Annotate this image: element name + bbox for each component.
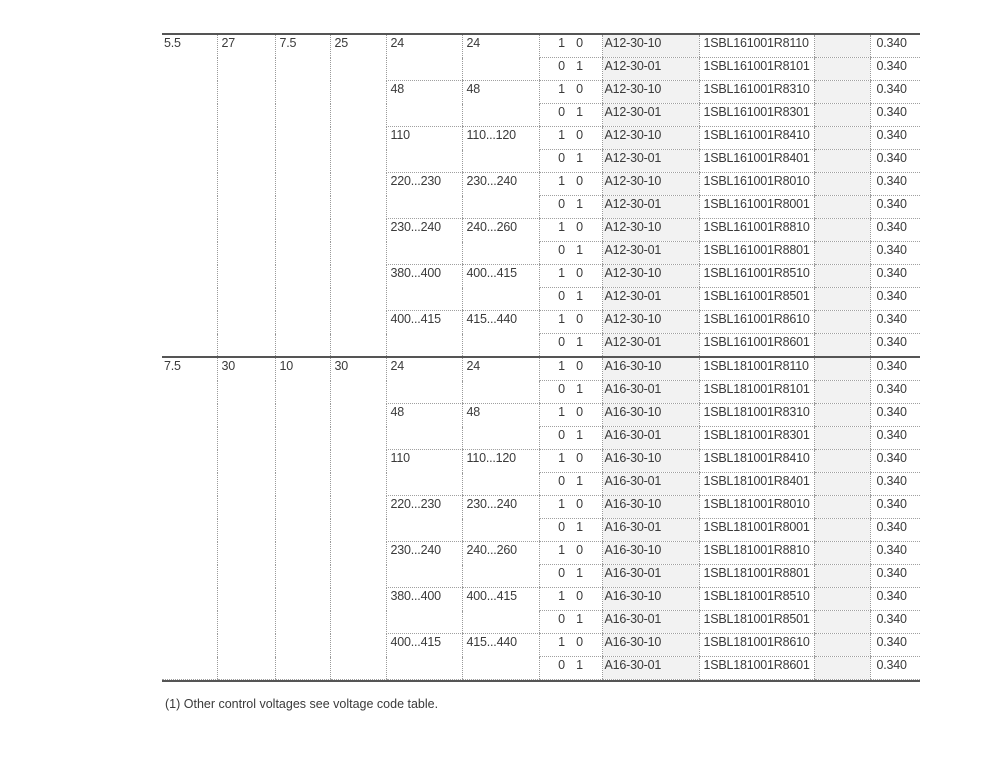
voltage-50hz-cell: 400...415 [386,634,462,680]
weight-cell: 0.340 [870,357,920,381]
aux-contacts-cell [539,634,602,657]
order-code-cell: 1SBL161001R8501 [699,288,814,311]
aux-nc-count: 1 [576,428,583,442]
aux-contacts-cell [539,265,602,288]
type-code-cell: A12-30-10 [602,34,699,58]
aux-no-count: 1 [558,451,565,465]
weight-cell: 0.340 [870,473,920,496]
contactor-spec-table-container [162,33,920,682]
order-code-cell: 1SBL161001R8301 [699,104,814,127]
aux-no-count: 1 [558,174,565,188]
voltage-60hz-cell: 240...260 [462,542,539,588]
aux-nc-count: 0 [576,220,583,234]
voltage-50hz-cell: 230...240 [386,219,462,265]
aux-nc-count: 0 [576,497,583,511]
order-code-cell: 1SBL181001R8410 [699,450,814,473]
blank-cell [814,311,870,334]
blank-cell [814,81,870,104]
voltage-50hz-cell: 380...400 [386,265,462,311]
blank-cell [814,404,870,427]
weight-cell: 0.340 [870,427,920,450]
weight-cell: 0.340 [870,265,920,288]
aux-contacts-cell [539,288,602,311]
blank-cell [814,588,870,611]
aux-no-count: 1 [558,312,565,326]
blank-cell [814,242,870,265]
aux-no-count: 0 [558,382,565,396]
aux-nc-count: 0 [576,405,583,419]
aux-contacts-cell [539,565,602,588]
blank-cell [814,127,870,150]
aux-no-count: 1 [558,635,565,649]
voltage-60hz-cell: 415...440 [462,311,539,358]
aux-contacts-cell [539,611,602,634]
weight-cell: 0.340 [870,542,920,565]
voltage-50hz-cell: 24 [386,357,462,404]
power-kw-690v-cell: 7.5 [275,34,330,357]
aux-no-count: 0 [558,566,565,580]
voltage-60hz-cell: 110...120 [462,127,539,173]
order-code-cell: 1SBL181001R8310 [699,404,814,427]
type-code-cell: A12-30-01 [602,196,699,219]
order-code-cell: 1SBL181001R8601 [699,657,814,680]
weight-cell: 0.340 [870,565,920,588]
blank-cell [814,565,870,588]
aux-nc-count: 0 [576,635,583,649]
order-code-cell: 1SBL161001R8410 [699,127,814,150]
order-code-cell: 1SBL181001R8801 [699,565,814,588]
type-code-cell: A12-30-01 [602,288,699,311]
blank-cell [814,496,870,519]
weight-cell: 0.340 [870,311,920,334]
weight-cell: 0.340 [870,219,920,242]
type-code-cell: A12-30-10 [602,219,699,242]
type-code-cell: A16-30-10 [602,450,699,473]
type-code-cell: A16-30-10 [602,542,699,565]
blank-cell [814,334,870,358]
aux-no-count: 1 [558,220,565,234]
aux-contacts-cell [539,496,602,519]
order-code-cell: 1SBL181001R8510 [699,588,814,611]
aux-no-count: 0 [558,428,565,442]
aux-contacts-cell [539,381,602,404]
aux-nc-count: 1 [576,197,583,211]
voltage-60hz-cell: 400...415 [462,265,539,311]
aux-nc-count: 1 [576,382,583,396]
blank-cell [814,58,870,81]
order-code-cell: 1SBL181001R8301 [699,427,814,450]
voltage-50hz-cell: 48 [386,404,462,450]
aux-no-count: 0 [558,612,565,626]
weight-cell: 0.340 [870,127,920,150]
power-kw-690v-cell: 10 [275,357,330,680]
aux-nc-count: 0 [576,174,583,188]
aux-no-count: 0 [558,520,565,534]
aux-nc-count: 1 [576,243,583,257]
type-code-cell: A16-30-10 [602,496,699,519]
type-code-cell: A12-30-10 [602,265,699,288]
order-code-cell: 1SBL161001R8310 [699,81,814,104]
blank-cell [814,519,870,542]
aux-contacts-cell [539,34,602,58]
type-code-cell: A12-30-10 [602,127,699,150]
aux-nc-count: 1 [576,289,583,303]
weight-cell: 0.340 [870,34,920,58]
aux-nc-count: 1 [576,612,583,626]
weight-cell: 0.340 [870,150,920,173]
order-code-cell: 1SBL161001R8401 [699,150,814,173]
order-code-cell: 1SBL161001R8801 [699,242,814,265]
order-code-cell: 1SBL161001R8510 [699,265,814,288]
type-code-cell: A12-30-10 [602,81,699,104]
voltage-50hz-cell: 230...240 [386,542,462,588]
aux-no-count: 1 [558,543,565,557]
aux-no-count: 0 [558,197,565,211]
aux-nc-count: 1 [576,335,583,349]
voltage-60hz-cell: 240...260 [462,219,539,265]
aux-no-count: 1 [558,405,565,419]
aux-no-count: 0 [558,243,565,257]
order-code-cell: 1SBL161001R8001 [699,196,814,219]
type-code-cell: A12-30-01 [602,104,699,127]
aux-contacts-cell [539,58,602,81]
voltage-50hz-cell: 380...400 [386,588,462,634]
weight-cell: 0.340 [870,519,920,542]
order-code-cell: 1SBL161001R8010 [699,173,814,196]
type-code-cell: A12-30-01 [602,150,699,173]
weight-cell: 0.340 [870,288,920,311]
aux-contacts-cell [539,357,602,381]
blank-cell [814,34,870,58]
blank-cell [814,196,870,219]
blank-cell [814,265,870,288]
weight-cell: 0.340 [870,81,920,104]
blank-cell [814,634,870,657]
contactor-spec-table [162,33,920,680]
type-code-cell: A16-30-10 [602,357,699,381]
aux-nc-count: 0 [576,589,583,603]
weight-cell: 0.340 [870,588,920,611]
aux-no-count: 0 [558,59,565,73]
voltage-60hz-cell: 48 [462,404,539,450]
type-code-cell: A16-30-01 [602,473,699,496]
order-code-cell: 1SBL161001R8110 [699,34,814,58]
weight-cell: 0.340 [870,634,920,657]
aux-nc-count: 0 [576,266,583,280]
current-ac1-cell: 25 [330,34,386,357]
aux-no-count: 0 [558,474,565,488]
aux-no-count: 0 [558,151,565,165]
voltage-60hz-cell: 110...120 [462,450,539,496]
blank-cell [814,473,870,496]
aux-contacts-cell [539,519,602,542]
current-ac3-cell: 30 [217,357,275,680]
weight-cell: 0.340 [870,404,920,427]
aux-contacts-cell [539,219,602,242]
aux-no-count: 1 [558,266,565,280]
voltage-60hz-cell: 24 [462,34,539,81]
aux-nc-count: 0 [576,312,583,326]
weight-cell: 0.340 [870,173,920,196]
type-code-cell: A12-30-01 [602,242,699,265]
order-code-cell: 1SBL181001R8101 [699,381,814,404]
aux-contacts-cell [539,427,602,450]
aux-nc-count: 0 [576,451,583,465]
blank-cell [814,104,870,127]
table-bottom-rule [162,680,920,682]
blank-cell [814,611,870,634]
weight-cell: 0.340 [870,104,920,127]
blank-cell [814,450,870,473]
type-code-cell: A16-30-01 [602,427,699,450]
aux-contacts-cell [539,150,602,173]
order-code-cell: 1SBL181001R8610 [699,634,814,657]
type-code-cell: A16-30-10 [602,588,699,611]
type-code-cell: A12-30-10 [602,173,699,196]
aux-nc-count: 1 [576,520,583,534]
type-code-cell: A12-30-01 [602,334,699,358]
order-code-cell: 1SBL161001R8810 [699,219,814,242]
blank-cell [814,427,870,450]
blank-cell [814,173,870,196]
voltage-60hz-cell: 24 [462,357,539,404]
aux-nc-count: 0 [576,543,583,557]
aux-no-count: 0 [558,658,565,672]
blank-cell [814,657,870,680]
weight-cell: 0.340 [870,242,920,265]
voltage-50hz-cell: 110 [386,127,462,173]
order-code-cell: 1SBL181001R8010 [699,496,814,519]
weight-cell: 0.340 [870,611,920,634]
blank-cell [814,288,870,311]
voltage-60hz-cell: 400...415 [462,588,539,634]
weight-cell: 0.340 [870,450,920,473]
order-code-cell: 1SBL161001R8601 [699,334,814,358]
type-code-cell: A16-30-01 [602,611,699,634]
aux-nc-count: 1 [576,105,583,119]
type-code-cell: A12-30-01 [602,58,699,81]
type-code-cell: A16-30-10 [602,404,699,427]
aux-nc-count: 1 [576,151,583,165]
weight-cell: 0.340 [870,496,920,519]
aux-nc-count: 1 [576,566,583,580]
current-ac1-cell: 30 [330,357,386,680]
aux-no-count: 0 [558,105,565,119]
aux-contacts-cell [539,657,602,680]
voltage-50hz-cell: 220...230 [386,173,462,219]
type-code-cell: A16-30-01 [602,657,699,680]
blank-cell [814,381,870,404]
current-ac3-cell: 27 [217,34,275,357]
aux-contacts-cell [539,542,602,565]
type-code-cell: A12-30-10 [602,311,699,334]
aux-contacts-cell [539,173,602,196]
aux-contacts-cell [539,127,602,150]
weight-cell: 0.340 [870,58,920,81]
order-code-cell: 1SBL161001R8610 [699,311,814,334]
footnote: (1) Other control voltages see voltage code table. [165,697,439,711]
table-row [162,34,920,58]
voltage-60hz-cell: 48 [462,81,539,127]
order-code-cell: 1SBL161001R8101 [699,58,814,81]
aux-contacts-cell [539,404,602,427]
blank-cell [814,542,870,565]
aux-nc-count: 0 [576,128,583,142]
aux-no-count: 1 [558,82,565,96]
voltage-60hz-cell: 230...240 [462,496,539,542]
type-code-cell: A16-30-10 [602,634,699,657]
aux-contacts-cell [539,196,602,219]
voltage-50hz-cell: 24 [386,34,462,81]
power-kw-400v-cell: 7.5 [162,357,217,680]
blank-cell [814,357,870,381]
voltage-50hz-cell: 48 [386,81,462,127]
order-code-cell: 1SBL181001R8401 [699,473,814,496]
power-kw-400v-cell: 5.5 [162,34,217,357]
aux-nc-count: 1 [576,474,583,488]
aux-contacts-cell [539,242,602,265]
type-code-cell: A16-30-01 [602,565,699,588]
table-row [162,357,920,381]
aux-nc-count: 1 [576,658,583,672]
blank-cell [814,150,870,173]
order-code-cell: 1SBL181001R8501 [699,611,814,634]
aux-no-count: 0 [558,335,565,349]
weight-cell: 0.340 [870,381,920,404]
aux-no-count: 1 [558,359,565,373]
aux-no-count: 1 [558,497,565,511]
voltage-50hz-cell: 220...230 [386,496,462,542]
weight-cell: 0.340 [870,196,920,219]
aux-no-count: 0 [558,289,565,303]
aux-contacts-cell [539,450,602,473]
aux-no-count: 1 [558,128,565,142]
weight-cell: 0.340 [870,657,920,680]
aux-contacts-cell [539,104,602,127]
aux-contacts-cell [539,311,602,334]
weight-cell: 0.340 [870,334,920,358]
aux-nc-count: 0 [576,359,583,373]
blank-cell [814,219,870,242]
aux-nc-count: 0 [576,82,583,96]
aux-contacts-cell [539,81,602,104]
aux-no-count: 1 [558,589,565,603]
voltage-50hz-cell: 400...415 [386,311,462,358]
aux-no-count: 1 [558,36,565,50]
aux-contacts-cell [539,588,602,611]
order-code-cell: 1SBL181001R8001 [699,519,814,542]
type-code-cell: A16-30-01 [602,381,699,404]
voltage-50hz-cell: 110 [386,450,462,496]
aux-nc-count: 0 [576,36,583,50]
voltage-60hz-cell: 415...440 [462,634,539,680]
order-code-cell: 1SBL181001R8810 [699,542,814,565]
type-code-cell: A16-30-01 [602,519,699,542]
voltage-60hz-cell: 230...240 [462,173,539,219]
order-code-cell: 1SBL181001R8110 [699,357,814,381]
aux-nc-count: 1 [576,59,583,73]
aux-contacts-cell [539,334,602,358]
aux-contacts-cell [539,473,602,496]
